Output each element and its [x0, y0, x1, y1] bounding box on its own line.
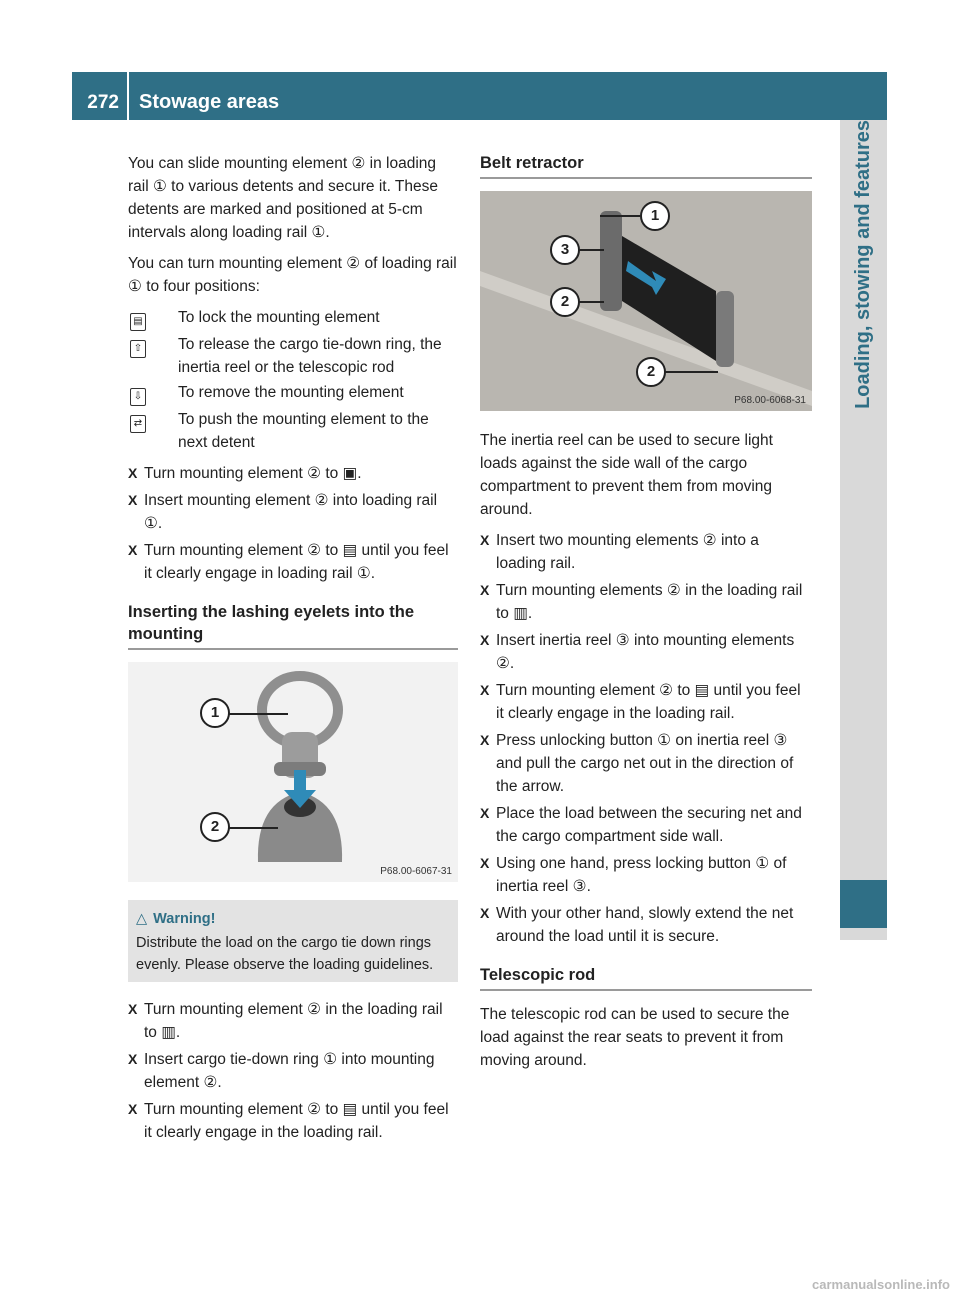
callout-leader [664, 371, 718, 373]
step-marker-icon: X [480, 582, 490, 598]
push-position-icon: ⇄ [130, 415, 146, 433]
release-position-icon: ⇧ [130, 340, 146, 358]
step-marker-icon: X [480, 805, 490, 821]
position-push-text: To push the mounting element to the next detent [178, 411, 429, 451]
lock-position-icon: ▤ [130, 313, 146, 331]
step-text: With your other hand, slowly extend the net around the load until it is secure. [496, 905, 794, 945]
step-marker-icon: X [480, 905, 490, 921]
intro-paragraph-2: You can turn mounting element ② of loading rail ① to four positions: [128, 255, 457, 295]
belt-intro: The inertia reel can be used to secure light loads against the side wall of the cargo compartment to prevent them from moving around. [480, 432, 773, 518]
callout-leader [228, 713, 288, 715]
callout-2: 2 [200, 812, 230, 842]
step-item [480, 802, 812, 848]
chapter-title: Stowage areas [139, 91, 280, 113]
step-marker-icon: X [480, 632, 490, 648]
warning-title: Warning! [153, 911, 216, 927]
position-push [128, 408, 458, 454]
figure-code: P68.00-6068-31 [734, 395, 806, 406]
step-marker-icon: X [128, 542, 138, 558]
side-section-title [848, 120, 879, 860]
step-text: Turn mounting element ② in the loading rail to ▥. [144, 1001, 443, 1041]
figure-code: P68.00-6067-31 [380, 866, 452, 877]
position-lock [128, 306, 458, 331]
right-column [480, 152, 812, 1080]
heading-belt-retractor: Belt retractor [480, 152, 812, 179]
step-text: Turn mounting elements ② in the loading rail to ▥. [496, 582, 803, 622]
remove-position-icon: ⇩ [130, 388, 146, 406]
lashing-eyelet-illustration [128, 662, 458, 882]
position-remove [128, 381, 458, 406]
telescopic-text: The telescopic rod can be used to secure the load against the rear seats to prevent it from moving around. [480, 1006, 790, 1069]
position-remove-text: To remove the mounting element [178, 384, 404, 401]
step-item [480, 902, 812, 948]
callout-1: 1 [200, 698, 230, 728]
step-text: Turn mounting element ② to ▤ until you feel it clearly engage in the loading rail. [144, 1101, 449, 1141]
step-text: Press unlocking button ① on inertia reel ③ and pull the cargo net out in the direction of the arrow. [496, 732, 794, 795]
position-release-text: To release the cargo tie-down ring, the inertia reel or the telescopic rod [178, 336, 442, 376]
step-text: Place the load between the securing net and the cargo compartment side wall. [496, 805, 802, 845]
step-text: Insert mounting element ② into loading rail ①. [144, 492, 438, 532]
step-marker-icon: X [128, 1051, 138, 1067]
warning-heading [136, 908, 450, 930]
header-bar [72, 72, 887, 120]
step-text: Turn mounting element ② to ▤ until you feel it clearly engage in the loading rail. [496, 682, 801, 722]
step-item [480, 679, 812, 725]
step-marker-icon: X [128, 1001, 138, 1017]
step-marker-icon: X [480, 732, 490, 748]
step-text: Turn mounting element ② to ▣. [144, 465, 362, 482]
step-text: Using one hand, press locking button ① of inertia reel ③. [496, 855, 787, 895]
heading-telescopic-rod: Telescopic rod [480, 964, 812, 991]
intro-paragraph-1: You can slide mounting element ② in loading rail ① to various detents and secure it. These detents are marked and positioned at 5-cm intervals along loading rail ①. [128, 155, 438, 241]
side-tab-marker [840, 880, 887, 928]
step-text: Insert two mounting elements ② into a loading rail. [496, 532, 759, 572]
side-section-label: Loading, stowing and features [852, 120, 874, 409]
step-marker-icon: X [480, 855, 490, 871]
callout-1: 1 [640, 201, 670, 231]
step-marker-icon: X [128, 1101, 138, 1117]
callout-leader [228, 827, 278, 829]
step-item [128, 539, 458, 585]
warning-text: Distribute the load on the cargo tie down rings evenly. Please observe the loading guidelines. [136, 935, 434, 973]
callout-2: 2 [550, 287, 580, 317]
left-column [128, 152, 458, 1148]
step-text: Insert cargo tie-down ring ① into mounting element ②. [144, 1051, 435, 1091]
step-item [480, 529, 812, 575]
step-item [480, 852, 812, 898]
warning-box [128, 900, 458, 982]
step-text: Turn mounting element ② to ▤ until you feel it clearly engage in loading rail ①. [144, 542, 449, 582]
position-lock-text: To lock the mounting element [178, 309, 380, 326]
callout-leader [578, 249, 604, 251]
page-number: 272 [87, 92, 119, 113]
figure-belt-retractor [480, 191, 812, 411]
step-text: Insert inertia reel ③ into mounting elements ②. [496, 632, 795, 672]
step-item [128, 998, 458, 1044]
step-marker-icon: X [480, 532, 490, 548]
step-marker-icon: X [128, 465, 138, 481]
step-item [128, 1098, 458, 1144]
callout-3: 3 [550, 235, 580, 265]
warning-triangle-icon: △ [136, 911, 148, 927]
step-item [128, 462, 458, 485]
callout-2: 2 [636, 357, 666, 387]
step-marker-icon: X [128, 492, 138, 508]
callout-leader [578, 301, 604, 303]
step-marker-icon: X [480, 682, 490, 698]
step-item [480, 579, 812, 625]
callout-leader [600, 215, 640, 217]
position-release [128, 333, 458, 379]
step-item [480, 629, 812, 675]
step-item [480, 729, 812, 798]
footer-watermark: carmanualsonline.info [812, 1277, 950, 1292]
step-item [128, 489, 458, 535]
heading-lashing-eyelets: Inserting the lashing eyelets into the mounting [128, 601, 458, 650]
step-item [128, 1048, 458, 1094]
figure-lashing-eyelet [128, 662, 458, 882]
